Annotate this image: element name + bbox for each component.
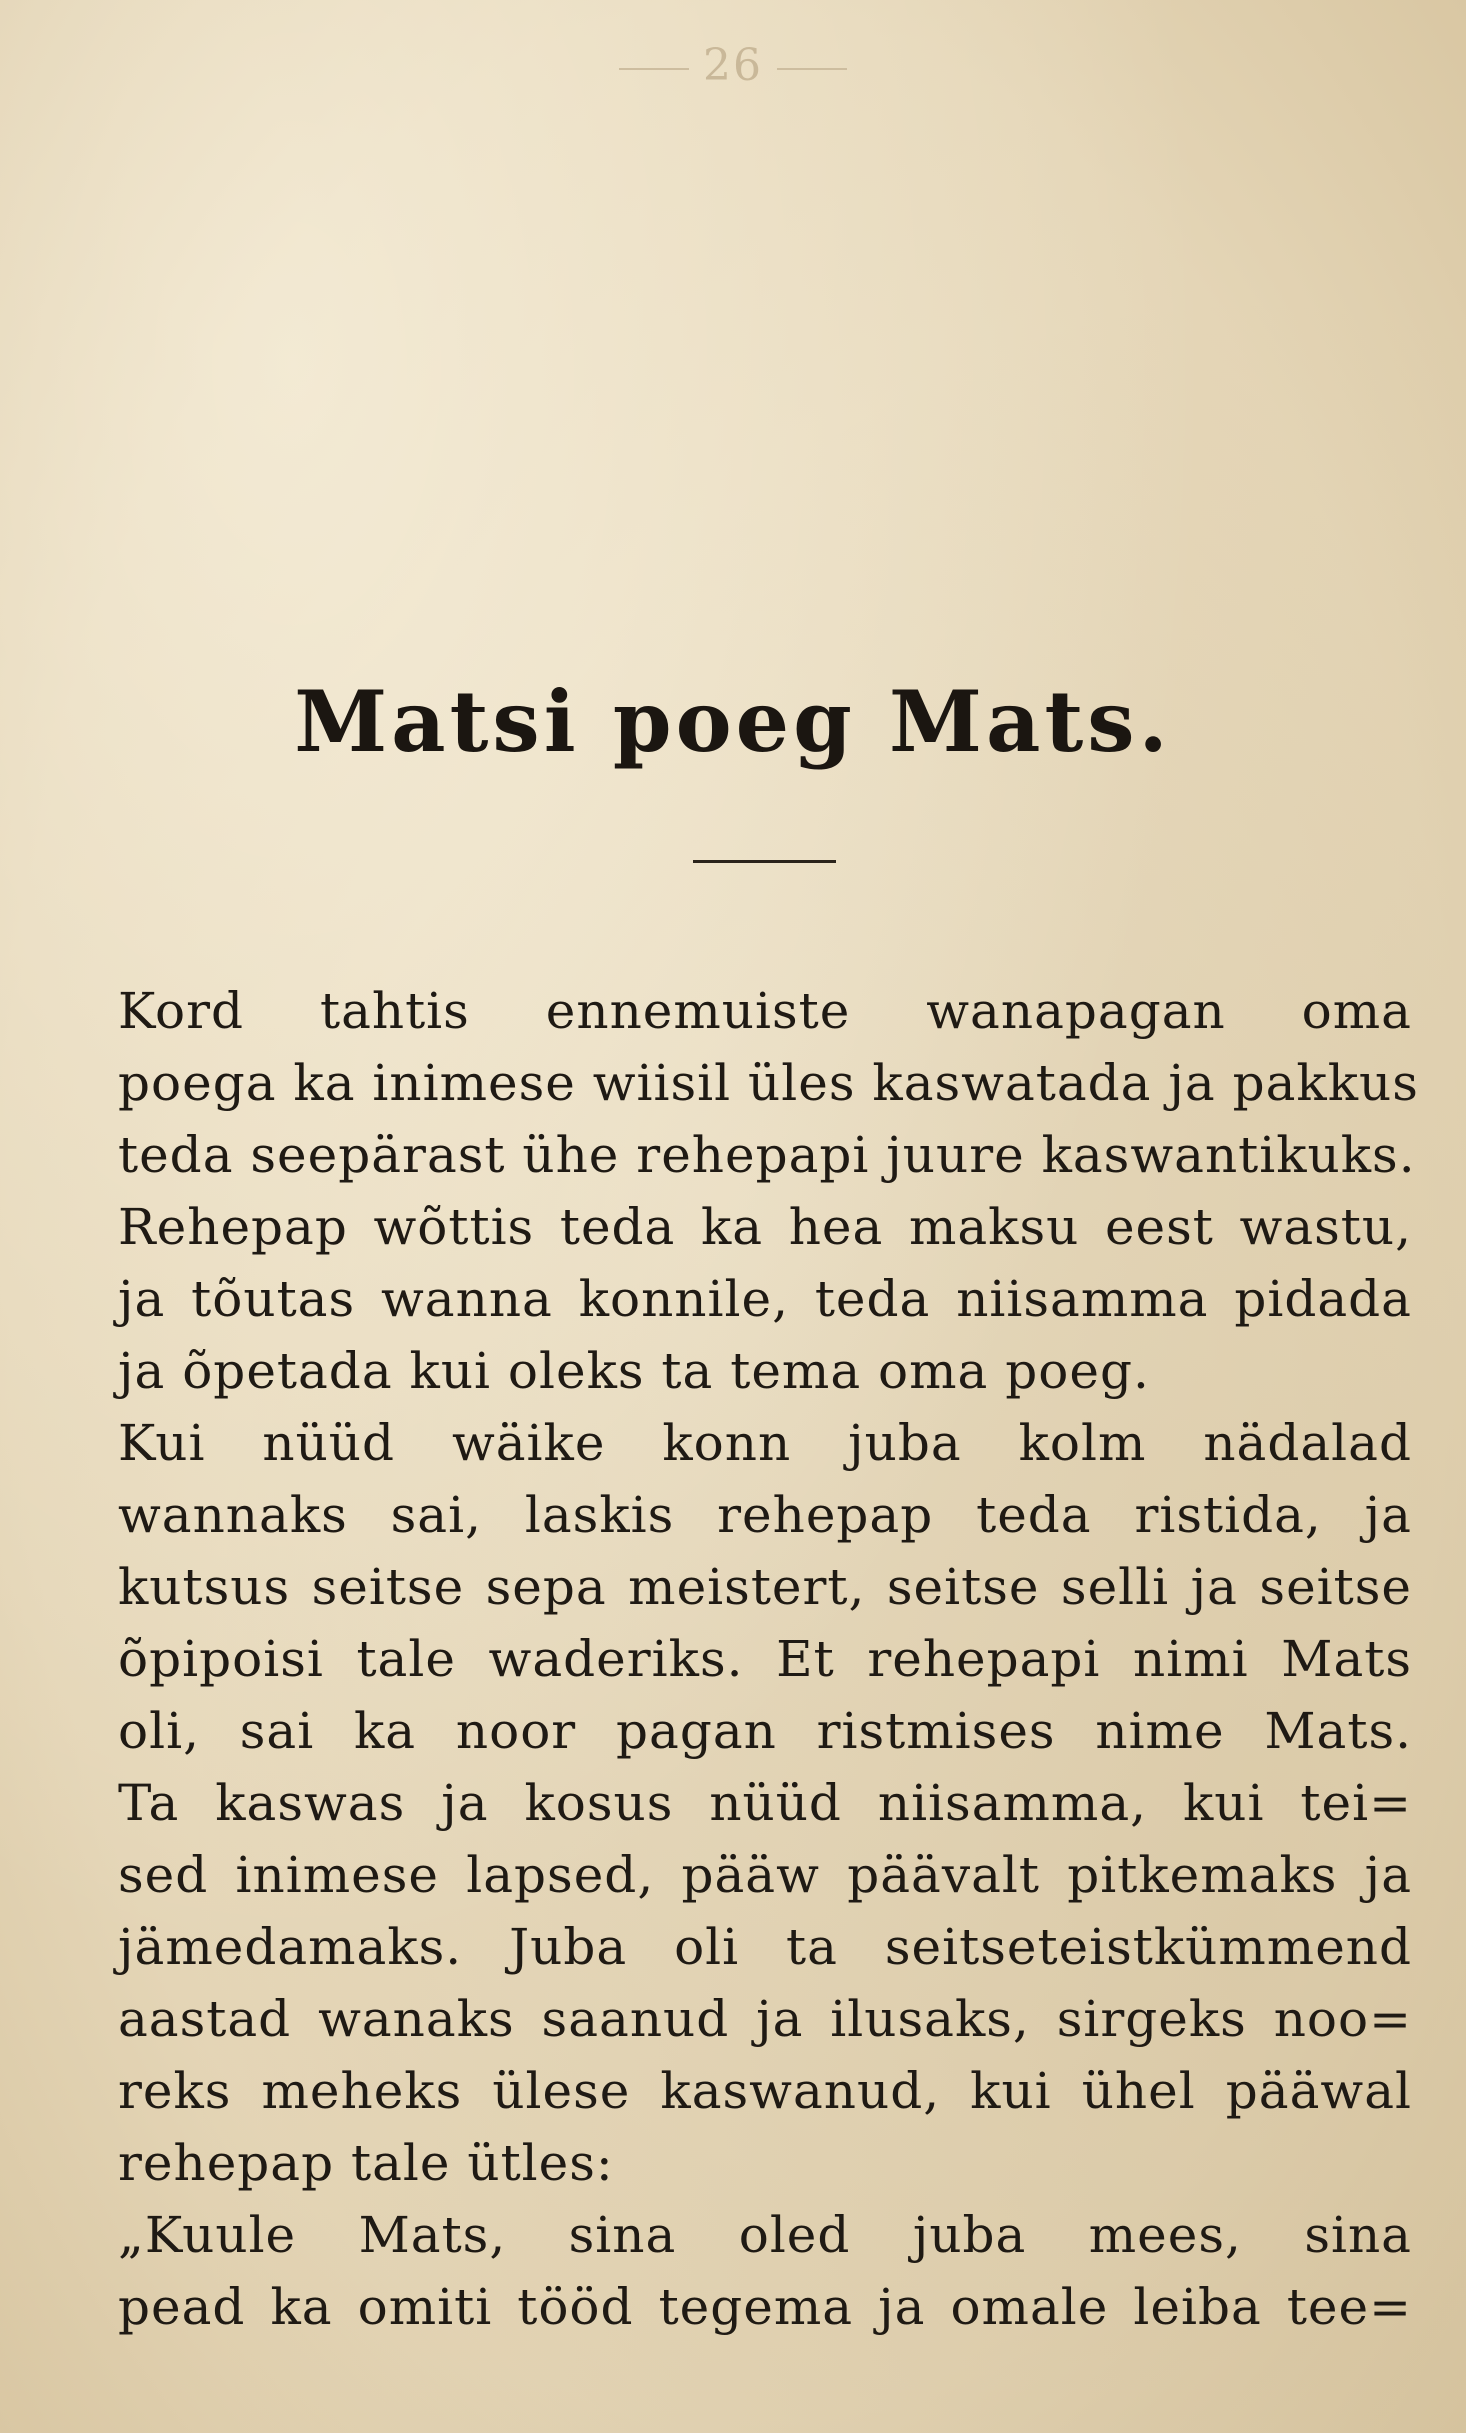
text-line: Kui nüüd wäike konn juba kolm nädalad	[118, 1414, 1412, 1472]
text-line: sed inimese lapsed, pääw päävalt pitkemaks ja	[118, 1846, 1412, 1904]
body-text	[118, 975, 1419, 2343]
text-line: poega ka inimese wiisil üles kaswatada ja pakkus	[118, 1054, 1419, 1112]
text-line: „Kuule Mats, sina oled juba mees, sina	[118, 2206, 1412, 2264]
text-line: pead ka omiti tööd tegema ja omale leiba tee=	[118, 2278, 1412, 2336]
text-line: ja tõutas wanna konnile, teda niisamma pidada	[118, 1270, 1412, 1328]
text-line: Kord tahtis ennemuiste wanapagan oma	[118, 982, 1412, 1040]
text-line: Ta kaswas ja kosus nüüd niisamma, kui tei=	[118, 1774, 1412, 1832]
text-line: aastad wanaks saanud ja ilusaks, sirgeks noo=	[118, 1990, 1412, 2048]
text-line: ja õpetada kui oleks ta tema oma poeg.	[118, 1342, 1150, 1400]
text-line: oli, sai ka noor pagan ristmises nime Mats.	[118, 1702, 1412, 1760]
text-line: õpipoisi tale waderiks. Et rehepapi nimi Mats	[118, 1630, 1412, 1688]
page-number: 26	[0, 40, 1466, 91]
text-line: wannaks sai, laskis rehepap teda ristida, ja	[118, 1486, 1412, 1544]
text-line: teda seepärast ühe rehepapi juure kaswantikuks.	[118, 1126, 1416, 1184]
text-line: jämedamaks. Juba oli ta seitseteistkümmend	[118, 1918, 1412, 1976]
title-divider	[693, 860, 836, 863]
show-through-background	[110, 200, 1410, 276]
text-line: reks meheks ülese kaswanud, kui ühel pääwal	[118, 2062, 1412, 2120]
text-line: Rehepap wõttis teda ka hea maksu eest wastu,	[118, 1198, 1412, 1256]
chapter-title: Matsi poeg Mats.	[294, 672, 1172, 771]
text-line: rehepap tale ütles:	[118, 2134, 614, 2192]
text-line: kutsus seitse sepa meistert, seitse selli ja seitse	[118, 1558, 1412, 1616]
